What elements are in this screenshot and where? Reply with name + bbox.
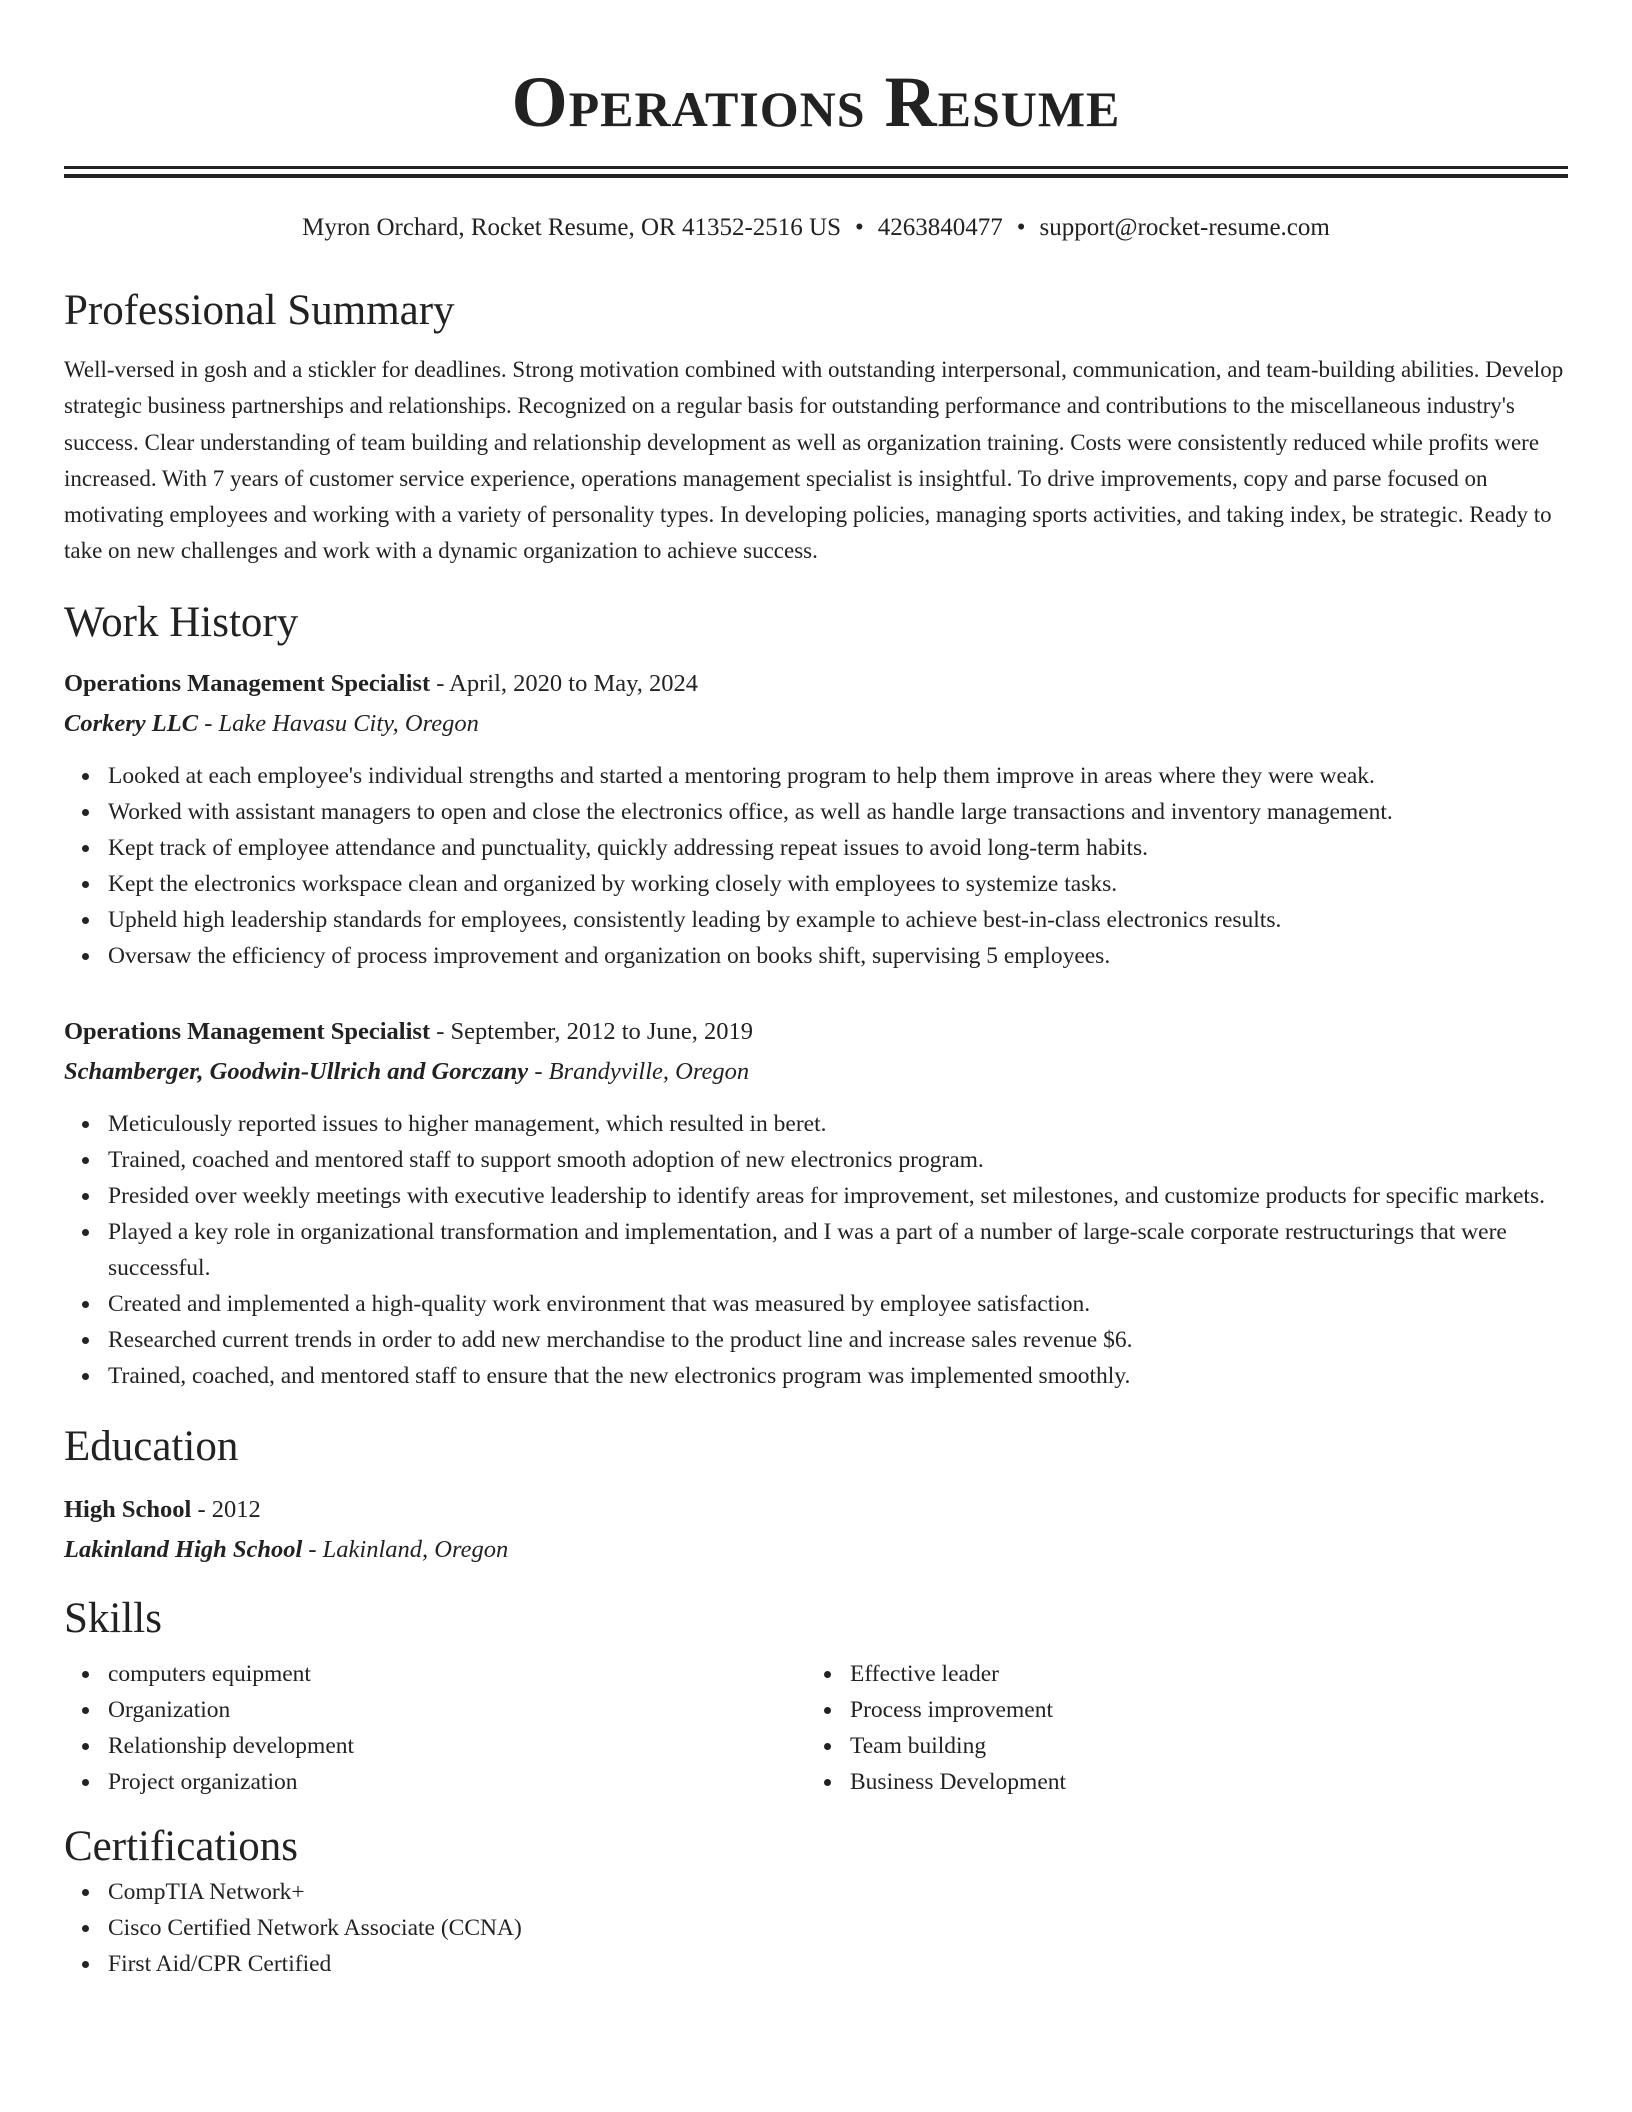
list-item: Business Development [850,1764,1548,1800]
list-item: CompTIA Network+ [108,1874,1568,1910]
school-line [64,1530,1568,1570]
list-item: Trained, coached and mentored staff to support smooth adoption of new electronics program. [108,1142,1568,1178]
employer-location: - Brandyville, Oregon [528,1057,750,1085]
contact-email: support@rocket-resume.com [1039,214,1330,241]
education-entry [64,1490,1568,1570]
education-year: - 2012 [191,1495,261,1523]
employer-line [64,1052,1568,1092]
list-item: Kept track of employee attendance and punctuality, quickly addressing repeat issues to avoid long-term habits. [108,830,1568,866]
list-item: Played a key role in organizational transformation and implementation, and I was a part of a number of large-scale corporate restructurings that were successful. [108,1214,1568,1286]
summary-text: Well-versed in gosh and a stickler for deadlines. Strong motivation combined with outstanding interpersonal, communication, and team-building abilities. Develop strategic business partnerships and relationships. Recognized on a regular basis for outstanding performance and contributions to the miscellaneous industry's success. Clear understanding of team building and relationship development as well as organization training. Costs were consistently reduced while profits were increased. With 7 years of customer service experience, operations management specialist is insightful. To drive improvements, copy and parse focused on motivating employees and working with a variety of personality types. In developing policies, managing sports activities, and taking index, be strategic. Ready to take on new challenges and work with a dynamic organization to achieve success. [64,357,1564,564]
certifications-list [64,1874,1568,1982]
employer-name: Schamberger, Goodwin-Ullrich and Gorczany [64,1057,529,1085]
job-title: Operations Management Specialist [64,669,431,697]
contact-line [64,212,1568,244]
contact-address: Myron Orchard, Rocket Resume, OR 41352-2516 US [302,214,841,241]
school-name: Lakinland High School [64,1535,303,1563]
list-item: Oversaw the efficiency of process improvement and organization on books shift, supervising 5 employees. [108,938,1568,974]
list-item: Relationship development [108,1728,806,1764]
list-item: Researched current trends in order to add new merchandise to the product line and increase sales revenue $6. [108,1322,1568,1358]
list-item: Team building [850,1728,1548,1764]
contact-phone: 4263840477 [877,214,1003,241]
degree-line [64,1490,1568,1530]
skills-column-right [806,1656,1548,1800]
section-heading-education: Education [64,1422,239,1470]
section-heading-certifications: Certifications [64,1822,299,1870]
skills-columns [64,1656,1568,1800]
list-item: Upheld high leadership standards for employees, consistently leading by example to achieve best-in-class electronics results. [108,902,1568,938]
skills-column-left [64,1656,806,1800]
job-title-line [64,664,1568,704]
list-item: Kept the electronics workspace clean and organized by working closely with employees to systemize tasks. [108,866,1568,902]
list-item: Presided over weekly meetings with executive leadership to identify areas for improvement, set milestones, and customize products for specific markets. [108,1178,1568,1214]
list-item: First Aid/CPR Certified [108,1946,1568,1982]
list-item: Effective leader [850,1656,1548,1692]
school-location: - Lakinland, Oregon [302,1535,509,1563]
degree: High School [64,1495,192,1523]
section-heading-summary: Professional Summary [64,287,455,334]
job-title-line [64,1012,1568,1052]
job-bullets [64,1106,1568,1394]
job-entry [64,1012,1568,1394]
employer-location: - Lake Havasu City, Oregon [198,709,479,737]
job-bullets [64,758,1568,974]
job-dates: - September, 2012 to June, 2019 [430,1017,754,1045]
resume-page [64,0,1568,1982]
list-item: Process improvement [850,1692,1548,1728]
list-item: Project organization [108,1764,806,1800]
list-item: Trained, coached, and mentored staff to ensure that the new electronics program was implemented smoothly. [108,1358,1568,1394]
section-heading-work-history: Work History [64,598,299,646]
contact-separator: • [1016,214,1026,241]
job-title: Operations Management Specialist [64,1017,431,1045]
employer-name: Corkery LLC [64,709,199,737]
job-entry [64,664,1568,974]
list-item: Organization [108,1692,806,1728]
list-item: Created and implemented a high-quality work environment that was measured by employee satisfaction. [108,1286,1568,1322]
list-item: Meticulously reported issues to higher management, which resulted in beret. [108,1106,1568,1142]
section-heading-skills: Skills [64,1594,162,1642]
job-dates: - April, 2020 to May, 2024 [430,669,699,697]
document-title: Operations Resume [511,62,1121,142]
list-item: Worked with assistant managers to open and close the electronics office, as well as handle large transactions and inventory management. [108,794,1568,830]
list-item: Looked at each employee's individual strengths and started a mentoring program to help them improve in areas where they were weak. [108,758,1568,794]
employer-line [64,704,1568,744]
list-item: computers equipment [108,1656,806,1692]
title-divider-bottom [64,174,1568,178]
list-item: Cisco Certified Network Associate (CCNA) [108,1910,1568,1946]
contact-separator: • [855,214,864,241]
